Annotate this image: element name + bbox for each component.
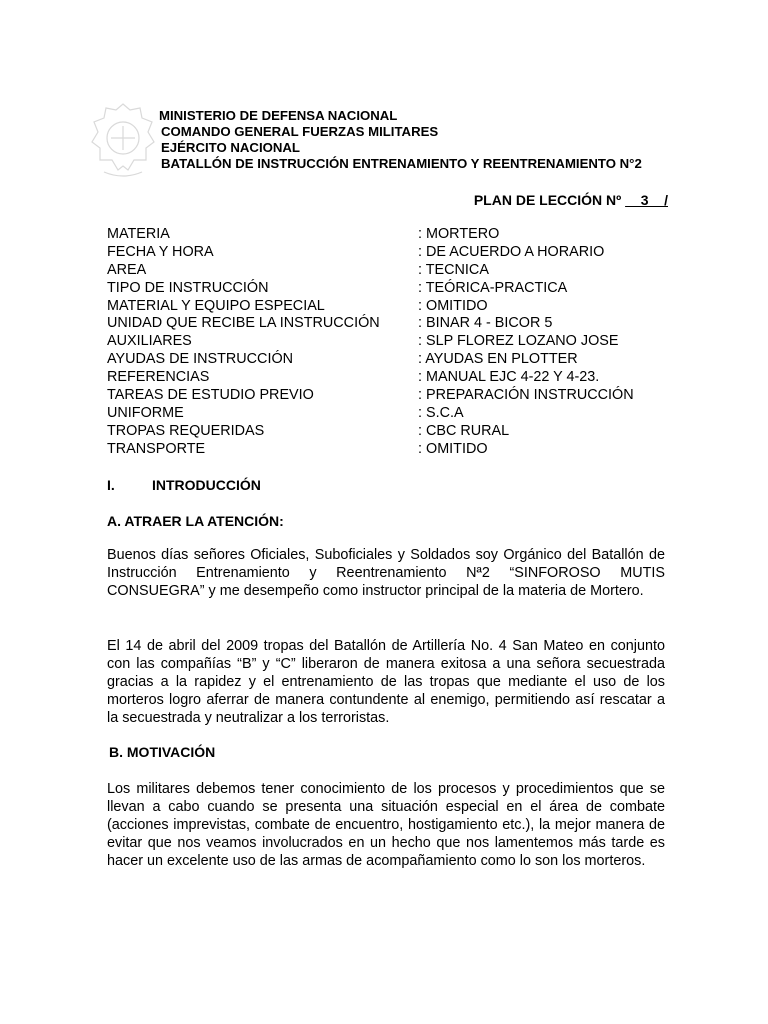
field-row — [107, 315, 687, 333]
field-label: FECHA Y HORA — [107, 243, 214, 260]
field-value: : BINAR 4 - BICOR 5 — [418, 315, 552, 333]
field-row — [107, 333, 687, 351]
field-label: AUXILIARES — [107, 333, 192, 350]
institution-header — [159, 108, 642, 172]
field-row — [107, 262, 687, 280]
lesson-plan-number: __3__/ — [625, 192, 668, 208]
field-value: : AYUDAS EN PLOTTER — [418, 351, 578, 369]
section-introduccion — [107, 477, 261, 493]
lesson-plan-title — [474, 192, 668, 208]
field-value: : SLP FLOREZ LOZANO JOSE — [418, 333, 618, 351]
section-atraer-atencion: A. ATRAER LA ATENCIÓN: — [107, 513, 284, 529]
lesson-plan-label: PLAN DE LECCIÓN Nº — [473, 192, 622, 208]
field-value: : PREPARACIÓN INSTRUCCIÓN — [418, 387, 634, 405]
field-row — [107, 423, 687, 441]
header-army: EJÉRCITO NACIONAL — [161, 140, 300, 155]
field-value: : OMITIDO — [418, 441, 488, 459]
field-value: : OMITIDO — [418, 298, 488, 316]
field-row — [107, 226, 687, 244]
field-label: UNIFORME — [107, 404, 184, 421]
field-row — [107, 441, 687, 459]
lesson-fields-list — [107, 226, 687, 459]
field-row — [107, 244, 687, 262]
field-row — [107, 387, 687, 405]
section-title: INTRODUCCIÓN — [152, 477, 261, 493]
field-value: : CBC RURAL — [418, 423, 509, 441]
field-row — [107, 405, 687, 423]
field-value: : TECNICA — [418, 262, 489, 280]
field-label: REFERENCIAS — [107, 369, 210, 386]
field-label: AREA — [107, 261, 147, 278]
paragraph-greeting: Buenos días señores Oficiales, Suboficiales y Soldados soy Orgánico del Batallón de Instrucción Entrenamiento y Reentrenamiento Nª2 “SINFOROSO MUTIS CONSUEGRA” y me desempeño como instructor principal de la materia de Mortero. — [107, 547, 665, 599]
field-label: UNIDAD QUE RECIBE LA INSTRUCCIÓN — [107, 315, 380, 332]
field-label: MATERIA — [107, 226, 170, 242]
field-row — [107, 351, 687, 369]
field-label: TIPO DE INSTRUCCIÓN — [107, 279, 269, 296]
field-row — [107, 298, 687, 316]
header-battalion: BATALLÓN DE INSTRUCCIÓN ENTRENAMIENTO Y REENTRENAMIENTO N°2 — [161, 156, 642, 171]
header-ministry: MINISTERIO DE DEFENSA NACIONAL — [159, 108, 398, 123]
field-value: : DE ACUERDO A HORARIO — [418, 244, 604, 262]
section-numeral: I. — [107, 477, 115, 493]
field-label: MATERIAL Y EQUIPO ESPECIAL — [107, 297, 325, 314]
field-label: TRANSPORTE — [107, 440, 206, 457]
field-value: : MORTERO — [418, 226, 499, 244]
field-label: TROPAS REQUERIDAS — [107, 422, 265, 439]
field-value: : MANUAL EJC 4-22 Y 4-23. — [418, 369, 599, 387]
field-row — [107, 369, 687, 387]
section-motivacion: B. MOTIVACIÓN — [109, 744, 216, 760]
field-value: : S.C.A — [418, 405, 464, 423]
field-label: TAREAS DE ESTUDIO PREVIO — [107, 387, 314, 404]
military-seal-icon — [84, 98, 162, 182]
paragraph-anecdote: El 14 de abril del 2009 tropas del Batallón de Artillería No. 4 San Mateo en conjunto con las compañías “B” y “C” liberaron de manera exitosa a una señora secuestrada gracias a la rapidez y el entrenamiento de las tropas que mediante el uso de los morteros logro aferrar de manera contundente al enemigo, permitiendo así rescatar a la secuestrada y neutralizar a los terroristas. — [107, 638, 665, 726]
field-row — [107, 280, 687, 298]
paragraph-motivation: Los militares debemos tener conocimiento de los procesos y procedimientos que se llevan a cabo cuando se presenta una situación especial en el área de combate (acciones imprevistas, combate de encuentro, hostigamiento etc.), la mejor manera de evitar que nos veamos involucrados en un hecho que nos lamentemos más tarde es hacer un excelente uso de las armas de acompañamiento como lo son los morteros. — [107, 781, 665, 869]
field-value: : TEÓRICA-PRACTICA — [418, 280, 567, 298]
header-command: COMANDO GENERAL FUERZAS MILITARES — [161, 124, 439, 139]
field-label: AYUDAS DE INSTRUCCIÓN — [107, 351, 294, 368]
